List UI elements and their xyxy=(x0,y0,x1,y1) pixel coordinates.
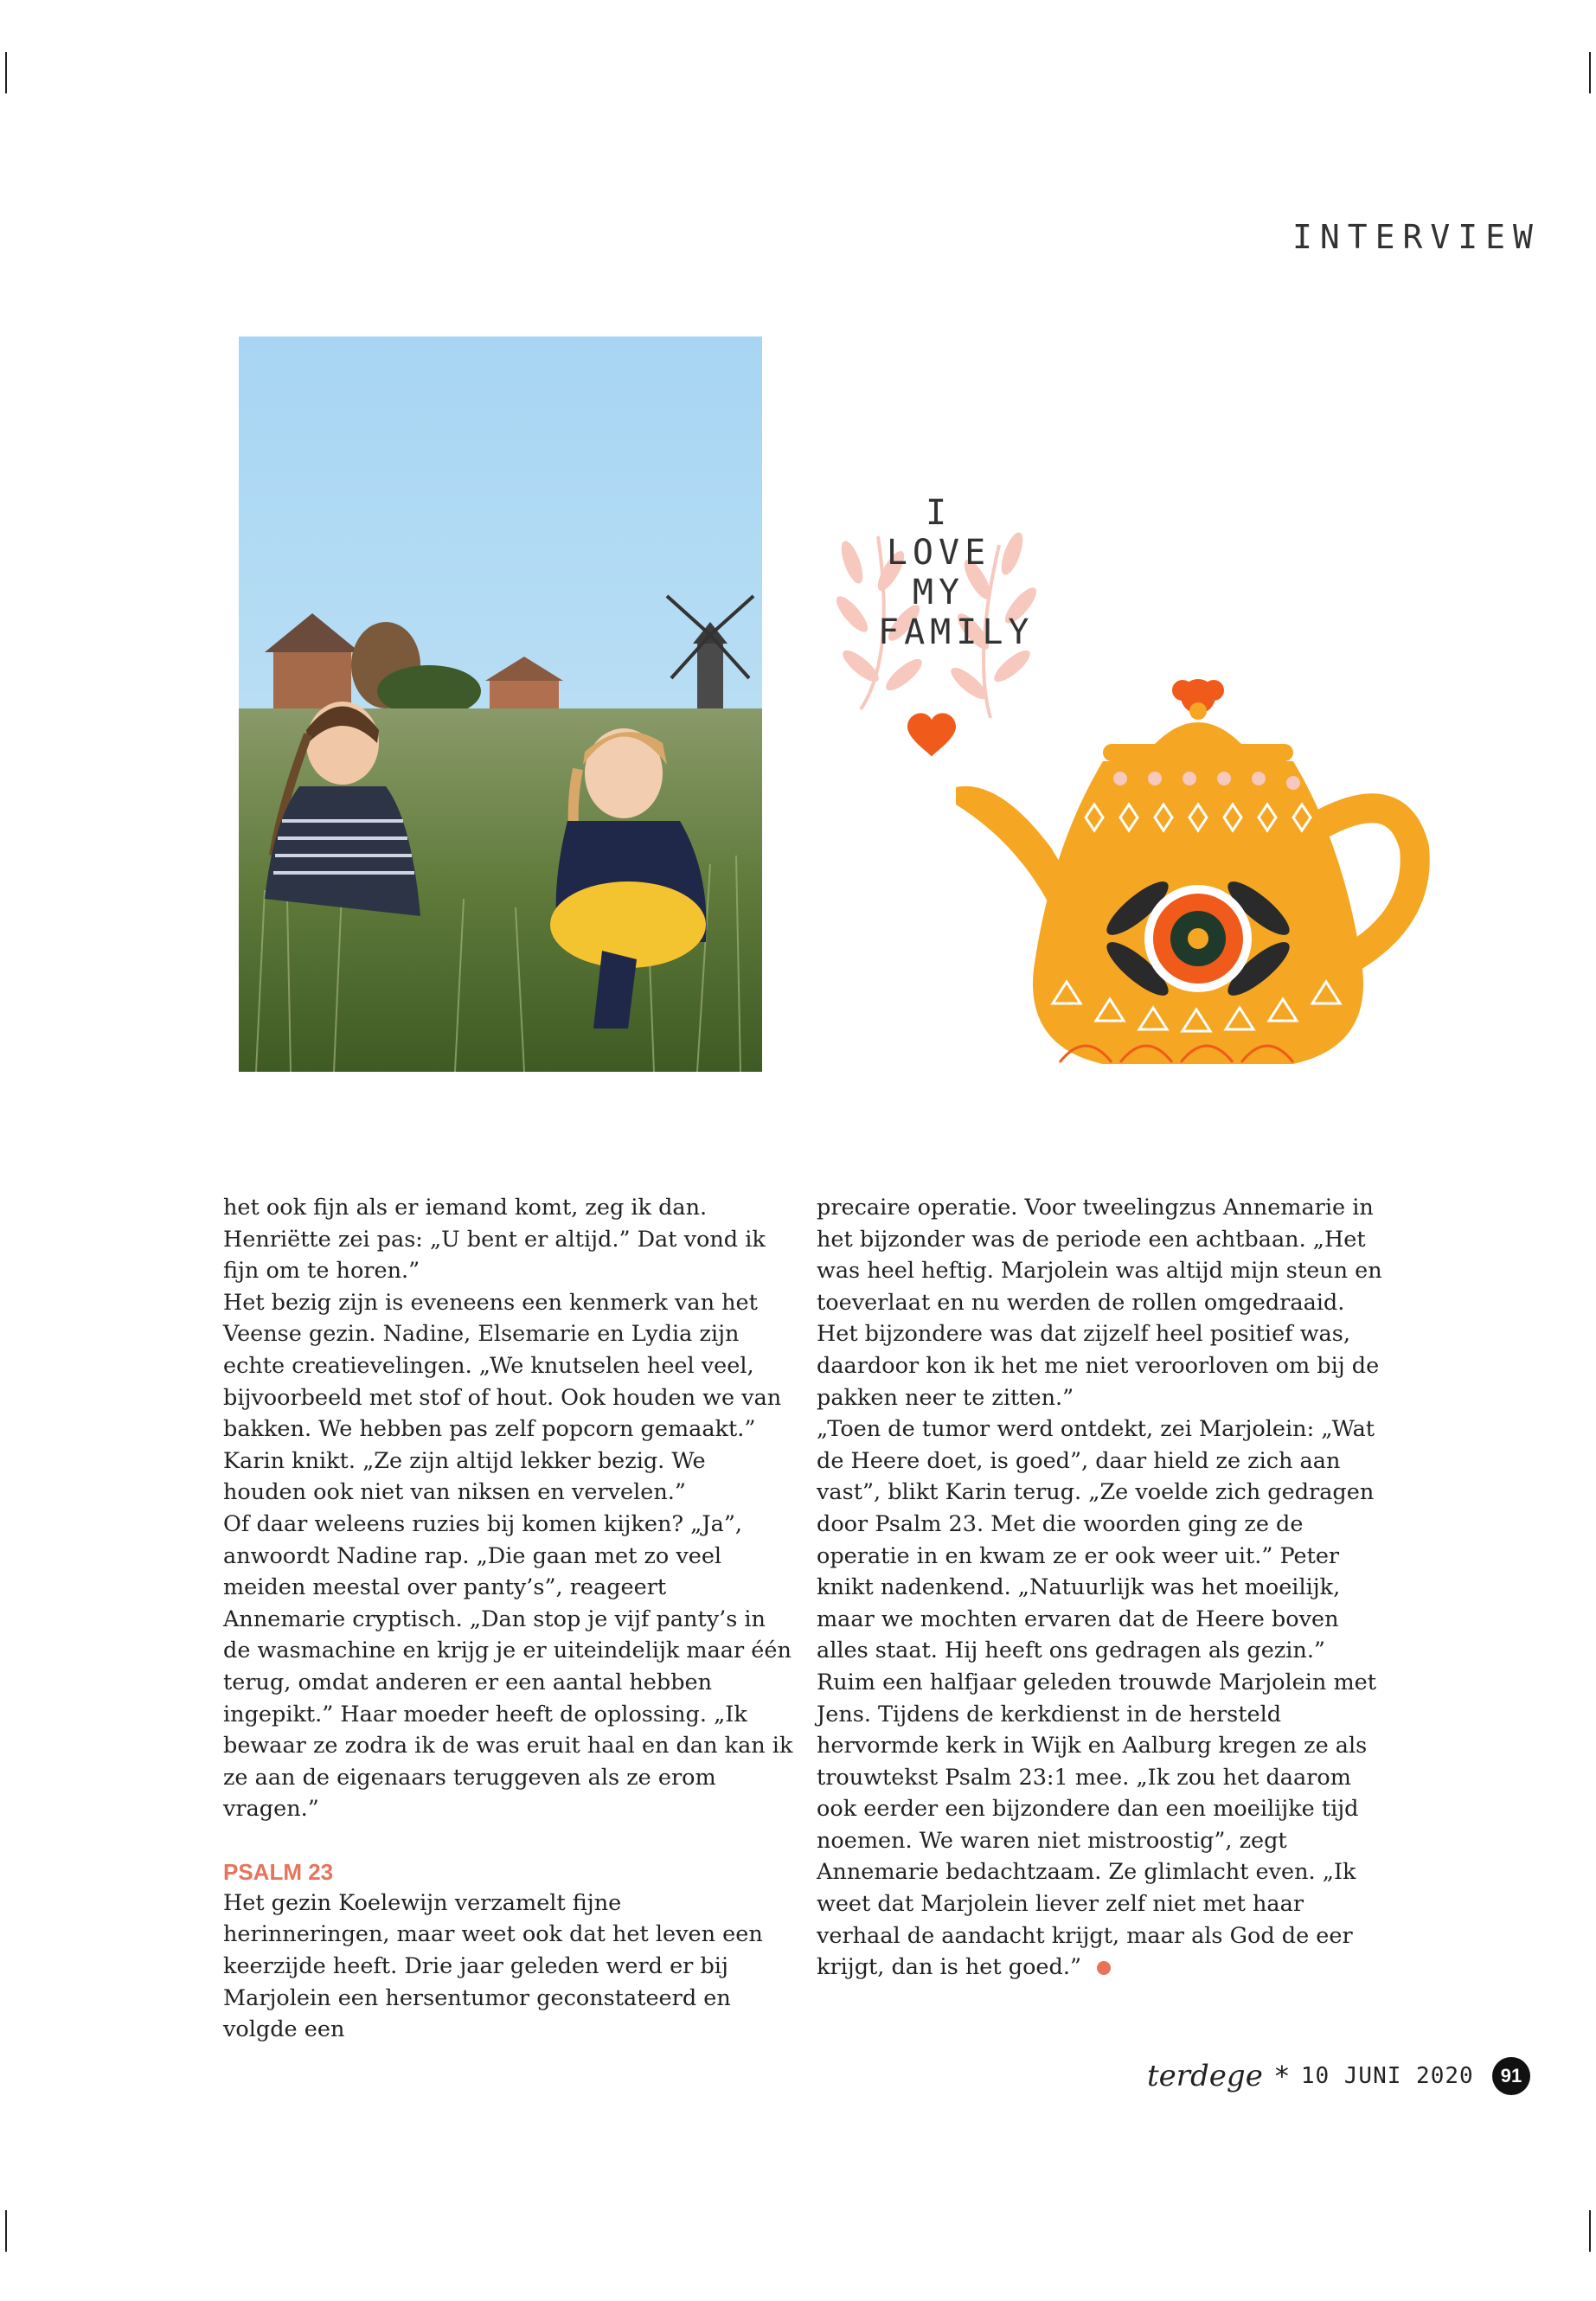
separator-icon: * xyxy=(1274,2060,1289,2093)
paragraph xyxy=(817,1667,1388,1984)
crop-mark xyxy=(1589,52,1591,93)
crop-mark xyxy=(1589,2210,1591,2252)
crop-mark xyxy=(5,52,7,93)
article-column-right xyxy=(817,1192,1388,1984)
i-love-my-family-text: I LOVE MY FAMILY xyxy=(878,493,1035,652)
section-label: INTERVIEW xyxy=(1292,218,1541,256)
end-mark-icon xyxy=(1097,1961,1111,1975)
paragraph: precaire operatie. Voor tweelingzus Annemarie in het bijzonder was de periode een achtbaan. „Het was heel heftig. Marjolein was altijd mijn steun en toeverlaat en nu werden de rollen omgedraaid. Het bijzondere was dat zijzelf heel positief was, daardoor kon ik het me niet veroorloven om bij de pakken neer te zitten.” xyxy=(817,1195,1382,1411)
page-footer xyxy=(1147,2054,1474,2098)
lid-flower-icon xyxy=(1172,679,1224,720)
paragraph: „Toen de tumor werd ontdekt, zei Marjolein: „Wat de Heere doet, is goed”, daar hield ze zich aan vast”, blikt Karin terug. „Ze voelde zich gedragen door Psalm 23. Met die woorden ging ze de operatie in en kwam ze er ook weer uit.” Peter knikt nadenkend. „Natuurlijk was het moeilijk, maar we mochten ervaren dat de Heere boven alles staat. Hij heeft ons gedragen als gezin.” xyxy=(817,1416,1375,1664)
magazine-logo: terdege xyxy=(1147,2059,1263,2093)
paragraph: Of daar weleens ruzies bij komen kijken? „Ja”, anwoordt Nadine rap. „Die gaan met zo veel meiden meestal over panty’s”, reageert Annemarie cryptisch. „Dan stop je vijf panty’s in de wasmachine en krijg je er uiteindelijk maar één terug, omdat anderen er een aantal hebben ingepikt.” Haar moeder heeft de oplossing. „Ik bewaar ze zodra ik de was eruit haal en dan kan ik ze aan de eigenaars teruggeven als ze erom vragen.” xyxy=(223,1510,793,1823)
family-photo xyxy=(239,336,762,1072)
heart-icon xyxy=(907,713,956,757)
teapot-illustration xyxy=(826,484,1458,1090)
subheading: PSALM 23 xyxy=(223,1858,334,1885)
page-number: 91 xyxy=(1492,2057,1530,2095)
article-column-left xyxy=(223,1192,794,2046)
paragraph: Het bezig zijn is eveneens een kenmerk van het Veense gezin. Nadine, Elsemarie en Lydia zijn echte creatievelingen. „We knutselen heel veel, bijvoorbeeld met stof of hout. Ook houden we van bakken. We hebben pas zelf popcorn gemaakt.” Karin knikt. „Ze zijn altijd lekker bezig. We houden ook niet van niksen en vervelen.” xyxy=(223,1289,782,1506)
paragraph: het ook fijn als er iemand komt, zeg ik dan. Henriëtte zei pas: „U bent er altijd.” Dat vond ik fijn om te horen.” xyxy=(223,1195,766,1285)
paragraph: Het gezin Koelewijn verzamelt fijne herinneringen, maar weet ook dat het leven een keerzijde heeft. Drie jaar geleden werd er bij Marjolein een hersentumor geconstateerd en volgde een xyxy=(223,1889,763,2043)
paragraph-text: Ruim een halfjaar geleden trouwde Marjolein met Jens. Tijdens de kerkdienst in de hersteld hervormde kerk in Wijk en Aalburg kregen ze als trouwtekst Psalm 23:1 mee. „Ik zou het daarom ook eerder een bijzondere dan een moeilijke tijd noemen. We waren niet mistroostig”, zegt Annemarie bedachtzaam. Ze glimlacht even. „Ik weet dat Marjolein liever zelf niet met haar verhaal de aandacht krijgt, maar als God de eer krijgt, dan is het goed.” xyxy=(817,1669,1376,1981)
issue-date: 10 JUNI 2020 xyxy=(1300,2063,1474,2089)
crop-mark xyxy=(5,2210,7,2252)
